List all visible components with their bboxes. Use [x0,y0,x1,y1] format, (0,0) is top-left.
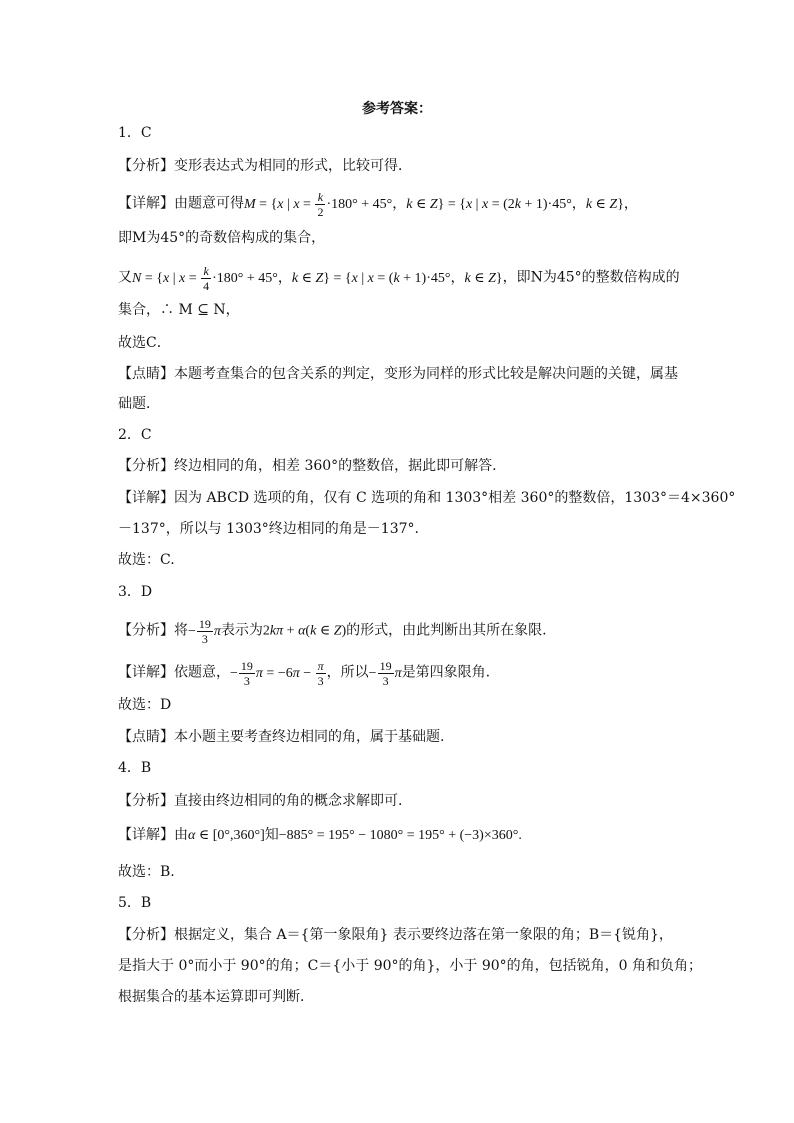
q1-comment-cont: 础题． [118,396,160,412]
q3-number: 3．D [118,584,153,600]
q3-choice: 故选：D [118,697,172,713]
q3-analysis: 【分析】将− $\frac{19}{3}$ π表示为2kπ + α(k ∈ Z)的形式，由此判断出其所在象限. [118,617,547,646]
q4-number: 4．B [118,760,152,776]
q2-choice: 故选：C. [118,552,175,568]
q4-detail: 【详解】由α ∈ [0°,360°]知−885° = 195° − 1080° = 195° + (−3)×360°. [118,827,522,843]
q1-number: 1．C [118,125,152,141]
q1-choice: 故选C． [118,335,171,351]
q5-analysis-cont: 是指大于 0°而小于 90°的角；C＝{小于 90°的角}，小于 90°的角，包括锐角，0 角和负角； [118,958,703,974]
q1-detail-line-3: 又N = {x | x = $\frac{k}{4}$ ·180° + 45°，k ∈ Z} = {x | x = (k + 1)·45°，k ∈ Z}，即N为45°的整数倍构成的 [118,264,680,293]
q5-number: 5．B [118,895,152,911]
q1-detail-line: 【详解】由题意可得M = {x | x = $\frac{k}{2}$ ·180° + 45°，k ∈ Z} = {x | x = (2k + 1)·45°，k ∈ Z}， [118,190,638,219]
page-title: 参考答案： [362,101,432,117]
q3-comment: 【点睛】本小题主要考查终边相同的角，属于基础题. [118,729,445,745]
q5-analysis: 【分析】根据定义，集合 A＝{第一象限角} 表示要终边落在第一象限的角；B＝{锐角}， [118,927,673,943]
q4-choice: 故选：B. [118,864,175,880]
q5-analysis-cont-2: 根据集合的基本运算即可判断． [118,989,314,1005]
q1-analysis: 【分析】变形表达式为相同的形式，比较可得． [118,158,412,174]
q2-number: 2．C [118,427,152,443]
q2-detail-cont: －137°，所以与 1303°终边相同的角是－137°. [118,521,419,537]
q4-analysis: 【分析】直接由终边相同的角的概念求解即可. [118,793,403,809]
q2-analysis: 【分析】终边相同的角，相差 360°的整数倍，据此即可解答. [118,458,497,474]
q1-comment: 【点睛】本题考查集合的包含关系的判定，变形为同样的形式比较是解决问题的关键，属基 [118,366,678,382]
q1-detail-line-2: 即M为45°的奇数倍构成的集合， [118,230,326,246]
q1-detail-line-4: 集合，∴ M ⊆ N， [118,302,240,318]
q3-detail: 【详解】依题意，− $\frac{19}{3}$ π = −6π − $\frac{\pi}{3}$ ，所以− $\frac{19}{3}$ π是第四象限角. [118,659,491,688]
q2-detail: 【详解】因为 ABCD 选项的角，仅有 C 选项的角和 1303°相差 360°的整数倍，1303°＝4×360° [118,490,736,506]
